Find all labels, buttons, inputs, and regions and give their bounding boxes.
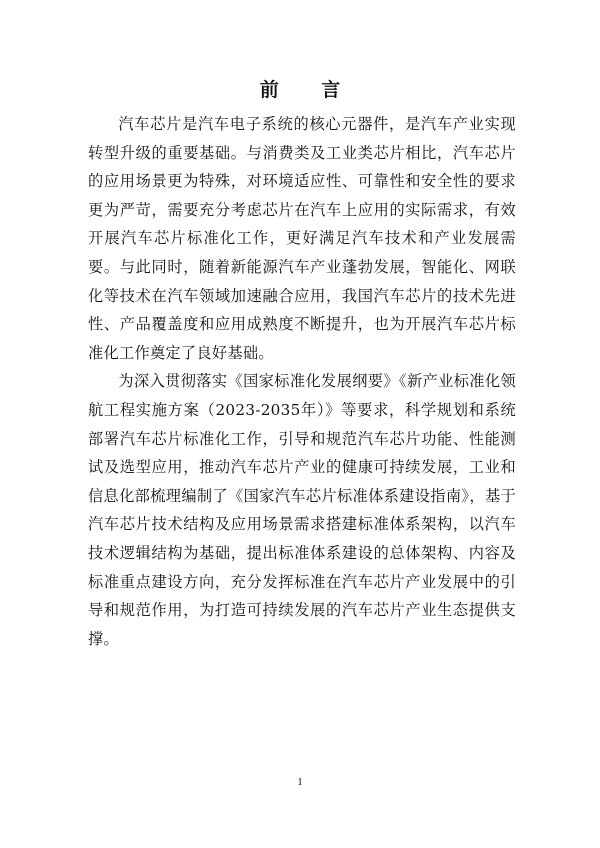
paragraph: 汽车芯片是汽车电子系统的核心元器件，是汽车产业实现转型升级的重要基础。与消费类及工业类芯片相比，汽车芯片的应用场景更为特殊，对环境适应性、可靠性和安全性的要求更为严苛，需要充分考虑芯片在汽车上应用的实际需求，有效开展汽车芯片标准化工作，更好满足汽车技术和产业发展需要。与此同时，随着新能源汽车产业蓬勃发展，智能化、网联化等技术在汽车领域加速融合应用，我国汽车芯片的技术先进性、产品覆盖度和应用成熟度不断提升，也为开展汽车芯片标准化工作奠定了良好基础。 <box>88 115 516 362</box>
page-number: 1 <box>297 776 303 788</box>
body-text <box>88 110 516 653</box>
page-title: 前 言 <box>259 79 359 101</box>
paragraph: 为深入贯彻落实《国家标准化发展纲要》《新产业标准化领航工程实施方案（2023-2035年）》等要求，科学规划和系统部署汽车芯片标准化工作，引导和规范汽车芯片功能、性能测试及选型应用，推动汽车芯片产业的健康可持续发展，工业和信息化部梳理编制了《国家汽车芯片标准体系建设指南》，基于汽车芯片技术结构及应用场景需求搭建标准体系架构，以汽车技术逻辑结构为基础，提出标准体系建设的总体架构、内容及标准重点建设方向，充分发挥标准在汽车芯片产业发展中的引导和规范作用，为打造可持续发展的汽车芯片产业生态提供支撑。 <box>88 372 516 648</box>
